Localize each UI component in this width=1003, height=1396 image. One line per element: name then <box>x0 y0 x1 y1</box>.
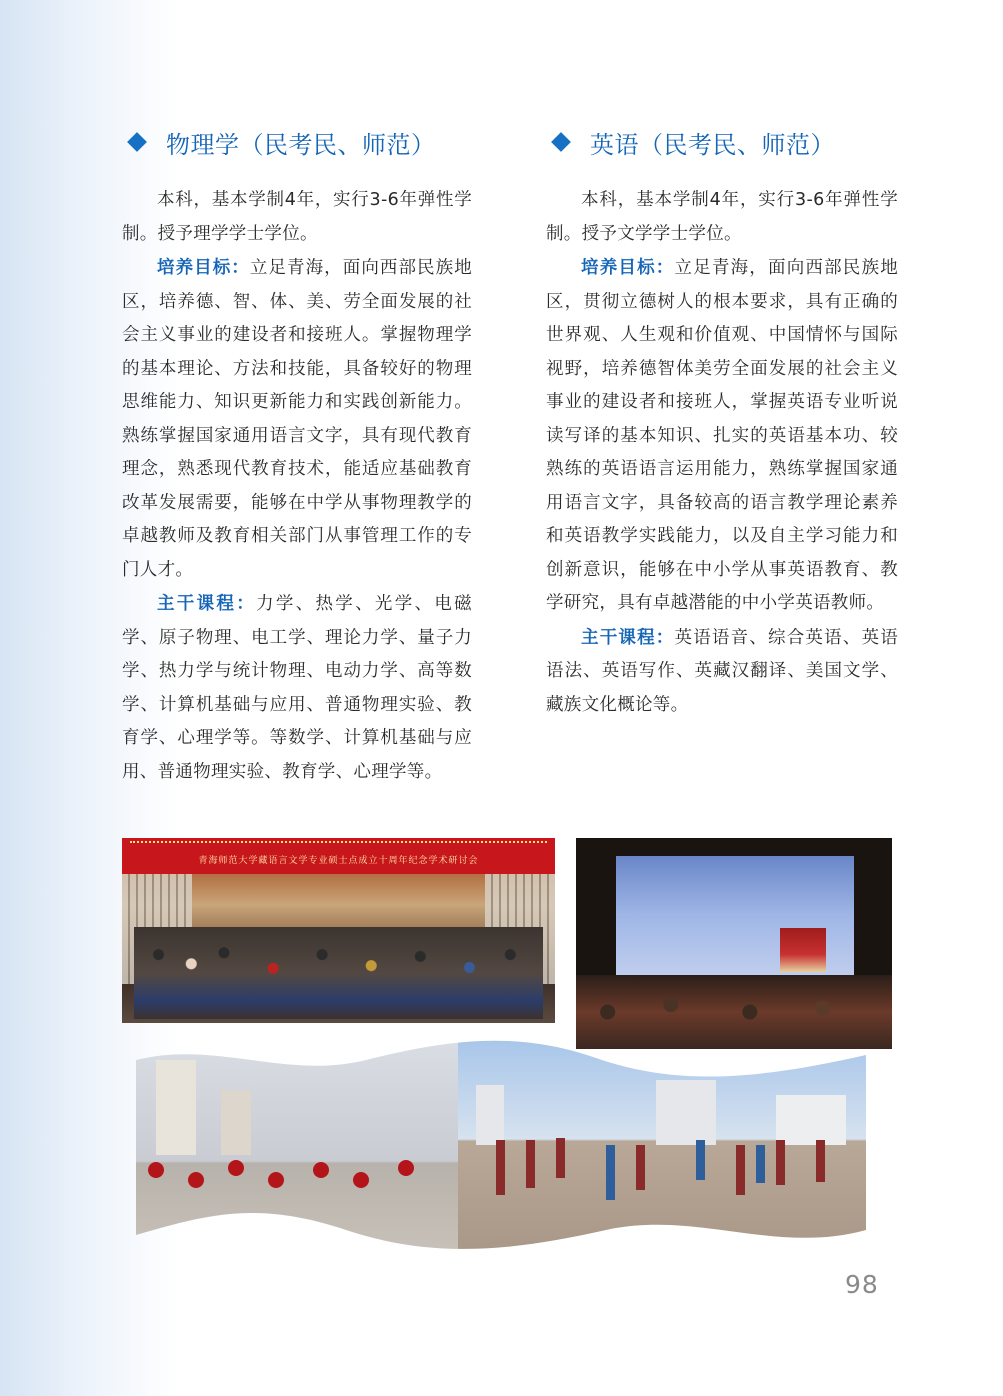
projection-screen <box>616 856 854 988</box>
dance-photo-right <box>458 1040 866 1260</box>
physics-intro: 本科，基本学制4年，实行3-6年弹性学制。授予理学学士学位。 <box>122 190 472 244</box>
physics-heading <box>122 120 472 164</box>
diamond-bullet-icon <box>127 132 147 152</box>
physics-section <box>122 120 472 789</box>
group-photo-banner-title: 青海师范大学藏语言文学专业硕士点成立十周年纪念学术研讨会 <box>198 856 479 866</box>
group-photo <box>122 838 555 1023</box>
english-heading-text: 英语（民考民、师范） <box>590 130 835 159</box>
physics-goal <box>122 252 472 587</box>
physics-goal-text: 立足青海，面向西部民族地区，培养德、智、体、美、劳全面发展的社会主义事业的建设者和接班人。掌握物理学的基本理论、方法和技能，具备较好的物理思维能力、知识更新能力和实践创新能力。熟练掌握国家通用语言文字，具有现代教育理念，熟悉现代教育技术，能适应基础教育改革发展需要，能够在中学从事物理教学的卓越教师及教育相关部门从事管理工作的专门人才。 <box>122 258 472 580</box>
english-goal <box>546 252 898 621</box>
english-section <box>546 120 898 722</box>
english-heading <box>546 120 898 164</box>
physics-courses-text: 力学、热学、光学、电磁学、原子物理、电工学、理论力学、量子力学、热力学与统计物理、电动力学、高等数学、计算机基础与应用、普通物理实验、教育学、心理学等。等数学、计算机基础与应用、普通物理实验、教育学、心理学等。 <box>122 594 472 782</box>
dance-photo-band <box>136 1040 866 1260</box>
physics-heading-text: 物理学（民考民、师范） <box>166 130 436 159</box>
diamond-bullet-icon <box>551 132 571 152</box>
english-goal-text: 立足青海，面向西部民族地区，贯彻立德树人的根本要求，具有正确的世界观、人生观和价值观、中国情怀与国际视野，培养德智体美劳全面发展的社会主义事业的建设者和接班人，掌握英语专业听说读写译的基本知识、扎实的英语基本功、较熟练的英语语言运用能力，熟练掌握国家通用语言文字，具备较高的语言教学理论素养和英语教学实践能力，以及自主学习能力和创新意识，能够在中小学从事英语教育、教学研究，具有卓越潜能的中小学英语教师。 <box>546 258 898 613</box>
conference-photo <box>576 838 892 1049</box>
dance-photos-svg <box>136 1040 866 1260</box>
audience <box>576 975 892 1049</box>
tibetan-script-line <box>130 841 547 847</box>
physics-goal-label: 培养目标： <box>157 258 250 278</box>
physics-courses <box>122 588 472 789</box>
group-photo-banner <box>122 838 555 874</box>
page-number: 98 <box>845 1270 879 1299</box>
english-intro: 本科，基本学制4年，实行3-6年弹性学制。授予文学学士学位。 <box>546 190 898 244</box>
english-goal-label: 培养目标： <box>581 258 675 278</box>
english-courses-label: 主干课程： <box>581 627 675 648</box>
seated-group <box>134 927 543 1019</box>
english-courses <box>546 622 898 723</box>
temple-image <box>780 928 826 972</box>
physics-courses-label: 主干课程： <box>157 594 257 614</box>
english-courses-text: 英语语音、综合英语、英语语法、英语写作、英藏汉翻译、美国文学、藏族文化概论等。 <box>546 627 898 715</box>
